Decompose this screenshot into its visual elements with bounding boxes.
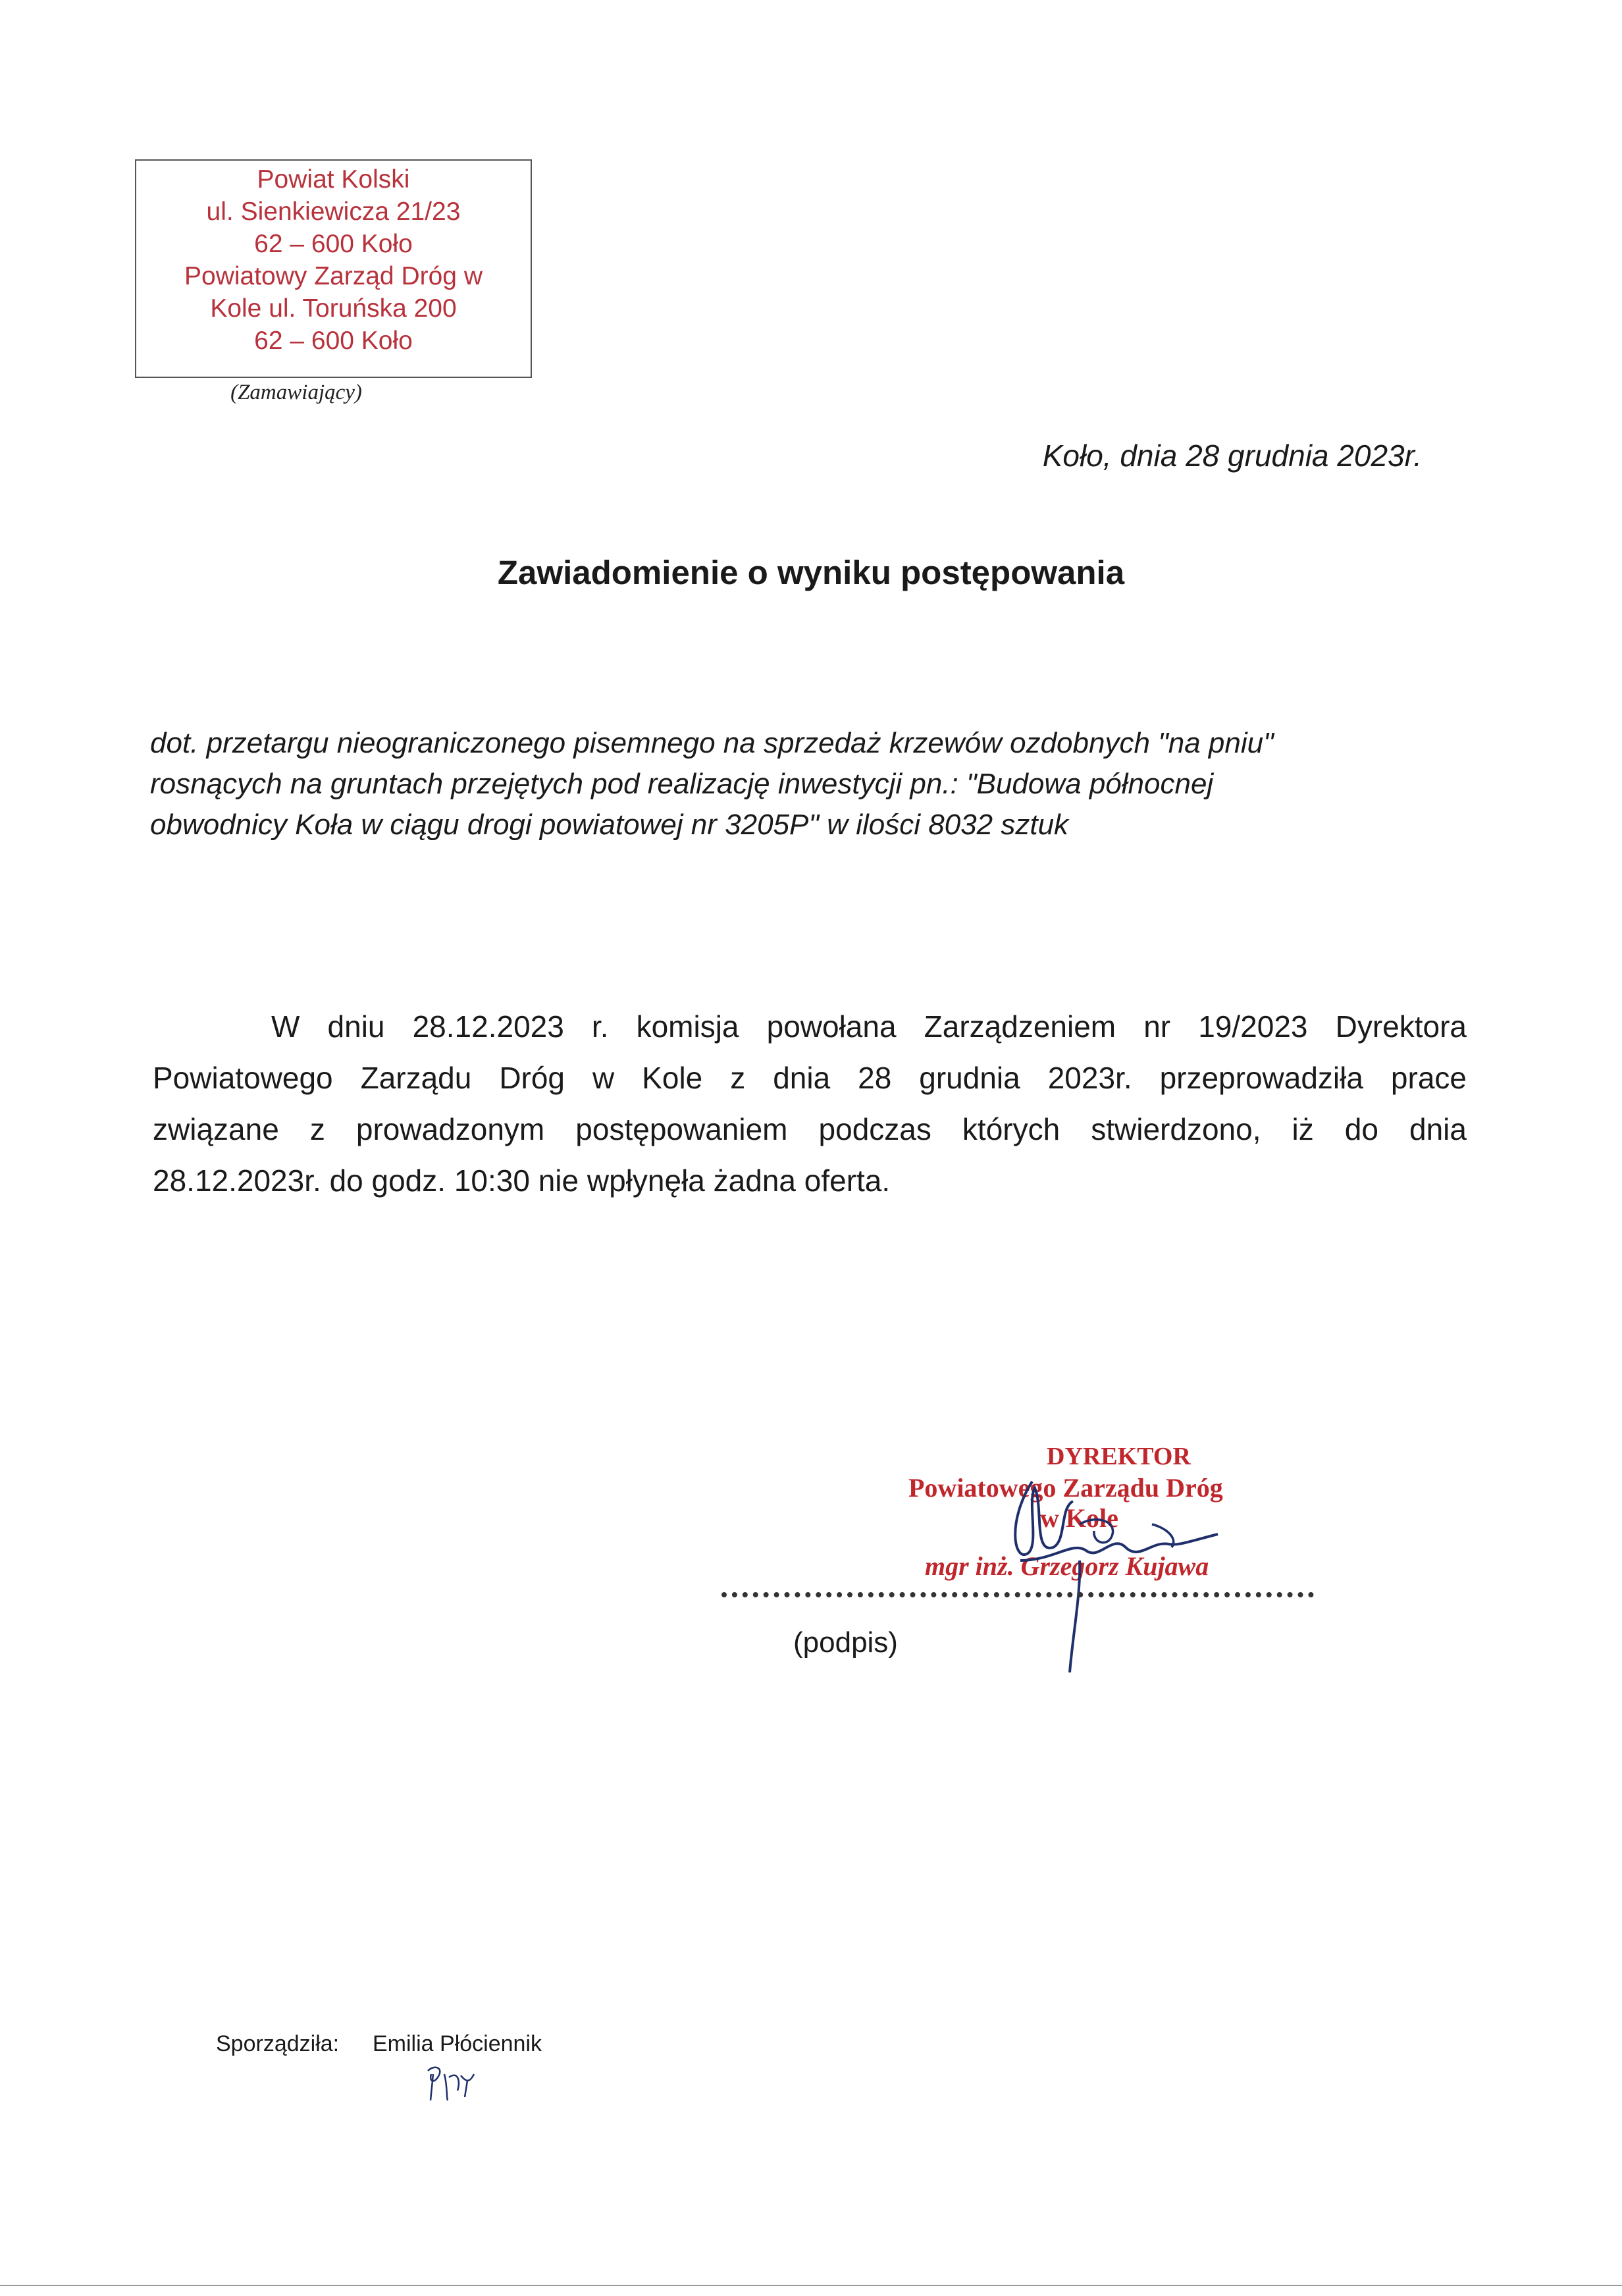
- subject-paragraph: [150, 723, 1467, 845]
- stamp-line: Powiatowy Zarząd Dróg w: [184, 262, 483, 290]
- issuer-stamp-box: [135, 159, 532, 378]
- subject-line: dot. przetargu nieograniczonego pisemnego na sprzedaż krzewów ozdobnych "na pniu": [150, 727, 1274, 759]
- initials-signature: [421, 2061, 487, 2107]
- document-date: Koło, dnia 28 grudnia 2023r.: [1042, 439, 1422, 473]
- body-line: W dniu 28.12.2023 r. komisja powołana Zarządzeniem nr 19/2023 Dyrektora: [271, 1009, 1467, 1044]
- subject-line: rosnących na gruntach przejętych pod realizację inwestycji pn.: "Budowa północnej: [150, 768, 1214, 800]
- stamp-line: 62 – 600 Koło: [254, 230, 413, 258]
- stamp-line: Powiat Kolski: [257, 165, 410, 194]
- stamp-line: ul. Sienkiewicza 21/23: [206, 198, 461, 226]
- body-line: 28.12.2023r. do godz. 10:30 nie wpłynęła żadna oferta.: [153, 1163, 891, 1198]
- signature-stamp-title: DYREKTOR: [1047, 1443, 1191, 1470]
- stamp-caption: (Zamawiający): [230, 381, 362, 404]
- body-line: Powiatowego Zarządu Dróg w Kole z dnia 28 grudnia 2023r. przeprowadziła prace: [153, 1061, 1467, 1095]
- prepared-by-name: Emilia Płóciennik: [373, 2031, 542, 2056]
- stamp-line: Kole ul. Toruńska 200: [210, 294, 457, 323]
- signature-stamp-name: mgr inż. Grzegorz Kujawa: [925, 1551, 1209, 1581]
- handwritten-signature: [981, 1462, 1257, 1679]
- signature-caption: (podpis): [793, 1626, 898, 1659]
- signature-dotted-line: [721, 1592, 1314, 1604]
- page-bottom-rule: [0, 2285, 1622, 2286]
- body-paragraph: [153, 1001, 1467, 1206]
- prepared-by-label: Sporządziła:: [216, 2031, 340, 2056]
- signature-stamp-office: Powiatowego Zarządu Dróg: [908, 1473, 1223, 1503]
- document-title: Zawiadomienie o wyniku postępowania: [497, 554, 1125, 591]
- body-line: związane z prowadzonym postępowaniem podczas których stwierdzono, iż do dnia: [153, 1112, 1467, 1146]
- subject-line: obwodnicy Koła w ciągu drogi powiatowej nr 3205P" w ilości 8032 sztuk: [150, 809, 1069, 841]
- signature-stamp-location: w Kole: [1040, 1503, 1118, 1533]
- stamp-line: 62 – 600 Koło: [254, 327, 413, 355]
